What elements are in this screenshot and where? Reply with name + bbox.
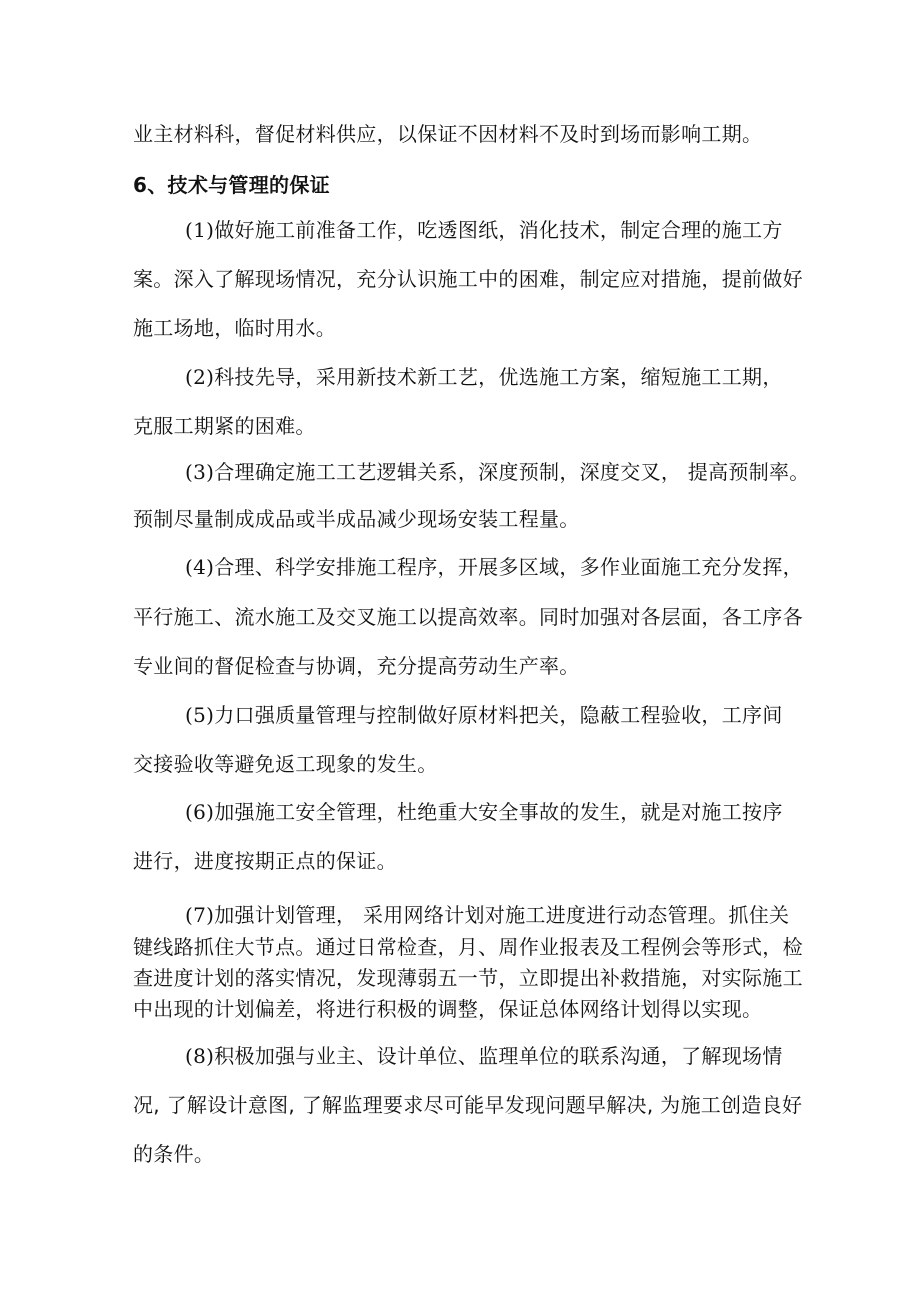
item-7-line-3: 查进度计划的落实情况，发现薄弱五一节，立即提出补救措施，对实际施工 xyxy=(133,966,803,990)
item-4-line-3: 专业间的督促检查与协调，充分提高劳动生产率。 xyxy=(133,654,580,678)
item-7-line-1: (7)加强计划管理， 采用网络计划对施工进度进行动态管理。抓住关 xyxy=(185,903,790,927)
item-1-line-2: 案。深入了解现场情况，充分认识施工中的困难，制定应对措施，提前做好 xyxy=(133,267,803,291)
item-8-line-3: 的条件。 xyxy=(133,1142,215,1166)
item-1-line-3: 施工场地，临时用水。 xyxy=(133,316,336,340)
item-3-number: (3) xyxy=(185,460,215,484)
item-5-line-1: (5)力口强质量管理与控制做好原材料把关，隐蔽工程验收，工序间 xyxy=(185,703,783,727)
item-8-line-1: (8)积极加强与业主、设计单位、监理单位的联系沟通，了解现场情 xyxy=(185,1044,783,1068)
section-title: 、技术与管理的保证 xyxy=(147,173,330,197)
item-2-line-2: 克服工期紧的困难。 xyxy=(133,414,316,438)
item-5-line-2: 交接验收等避免返工现象的发生。 xyxy=(133,752,438,776)
item-4-line-1: (4)合理、科学安排施工程序，开展多区域，多作业面施工充分发挥， xyxy=(185,555,803,579)
item-8-line-2: 况, 了解设计意图, 了解监理要求尽可能早发现问题早解决, 为施工创造良好 xyxy=(133,1093,803,1117)
item-2-line-1: (2)科技先导，采用新技术新工艺，优选施工方案，缩短施工工期， xyxy=(185,365,783,389)
section-number: 6 xyxy=(133,173,148,197)
item-4-number: (4) xyxy=(185,555,215,579)
item-6-number: (6) xyxy=(185,800,215,824)
item-1-number: (1) xyxy=(185,218,215,242)
item-6-line-1: (6)加强施工安全管理，杜绝重大安全事故的发生，就是对施工按序 xyxy=(185,800,783,824)
item-3-line-2: 预制尽量制成成品或半成品减少现场安装工程量。 xyxy=(133,507,580,531)
item-3-line-1: (3)合理确定施工工艺逻辑关系，深度预制，深度交叉， 提高预制率。 xyxy=(185,460,810,484)
item-2-number: (2) xyxy=(185,365,215,389)
item-6-line-2: 进行，进度按期正点的保证。 xyxy=(133,849,397,873)
item-7-line-2: 键线路抓住大节点。通过日常检查，月、周作业报表及工程例会等形式，检 xyxy=(133,935,803,959)
intro-line: 业主材料科，督促材料供应，以保证不因材料不及时到场而影响工期。 xyxy=(133,122,763,146)
item-7-line-4: 中出现的计划偏差，将进行积极的调整，保证总体网络计划得以实现。 xyxy=(133,997,763,1021)
section-heading xyxy=(133,172,330,198)
item-8-number: (8) xyxy=(185,1044,215,1068)
item-5-number: (5) xyxy=(185,703,215,727)
item-7-number: (7) xyxy=(185,903,215,927)
item-4-line-2: 平行施工、流水施工及交叉施工以提高效率。同时加强对各层面，各工序各 xyxy=(133,605,803,629)
item-1-line-1: (1)做好施工前准备工作，吃透图纸，消化技术，制定合理的施工方 xyxy=(185,218,783,242)
